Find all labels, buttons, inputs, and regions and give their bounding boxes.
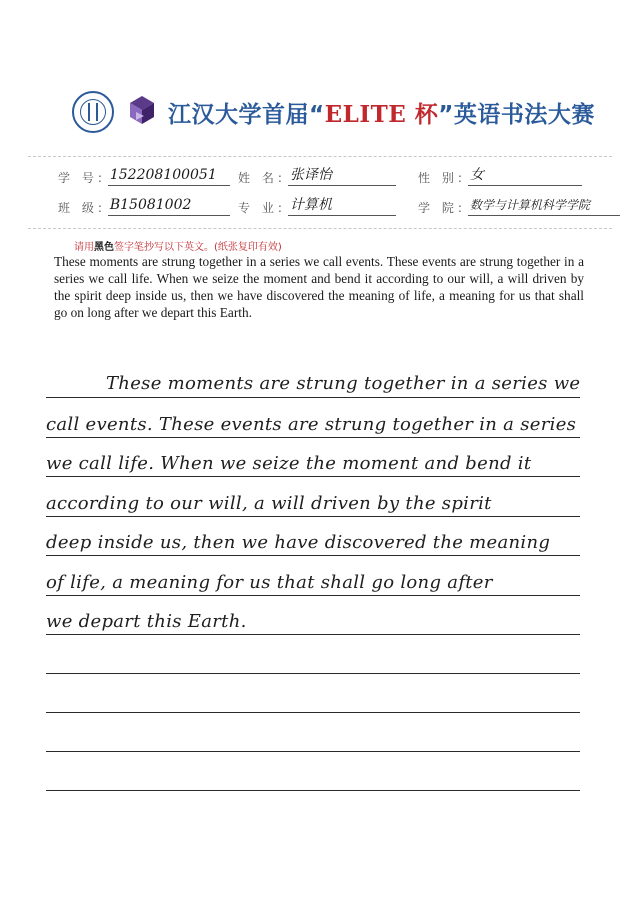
student-id-value: 152208100051	[108, 166, 230, 186]
handwriting-line-1: These moments are strung together in a series we	[106, 373, 581, 394]
handwriting-line-5: deep inside us, then we have discovered the meaning	[46, 532, 551, 553]
writing-rule-1	[46, 397, 580, 398]
contest-title	[168, 96, 595, 129]
handwriting-line-3: we call life. When we seize the moment and bend it	[46, 453, 532, 474]
writing-rule-11	[46, 790, 580, 791]
gender-label: 性 别:	[418, 171, 466, 185]
writing-rule-3	[46, 476, 580, 477]
university-seal-logo	[72, 91, 114, 133]
handwriting-line-4: according to our will, a will driven by the spirit	[46, 493, 492, 514]
college-field	[418, 190, 620, 216]
writing-rule-9	[46, 712, 580, 713]
college-value: 数学与计算机科学学院	[468, 196, 620, 216]
writing-rule-6	[46, 595, 580, 596]
instruction-part3: 签字笔抄写以下英文。(纸张复印有效)	[114, 242, 282, 253]
class-field	[58, 190, 230, 216]
major-label: 专 业:	[238, 201, 286, 215]
name-field	[238, 160, 396, 186]
contest-header	[72, 88, 602, 136]
writing-rule-7	[46, 634, 580, 635]
handwriting-line-2: call events. These events are strung together in a series	[46, 414, 577, 435]
writing-rule-10	[46, 751, 580, 752]
student-id-label: 学 号:	[58, 171, 106, 185]
writing-rule-4	[46, 516, 580, 517]
handwriting-line-6: of life, a meaning for us that shall go long after	[46, 572, 493, 593]
instruction-part1: 请用	[74, 242, 94, 253]
info-row-2	[58, 190, 618, 216]
cube-emblem-logo	[124, 94, 160, 130]
class-label: 班 级:	[58, 201, 106, 215]
writing-rule-5	[46, 555, 580, 556]
gender-value: 女	[468, 166, 582, 186]
class-value: B15081002	[108, 196, 230, 216]
writing-rule-8	[46, 673, 580, 674]
name-value: 张译怡	[288, 166, 396, 186]
title-suffix: ”英语书法大赛	[438, 101, 595, 128]
college-label: 学 院:	[418, 201, 466, 215]
handwriting-line-7: we depart this Earth.	[46, 611, 247, 632]
instruction-text	[74, 238, 282, 253]
top-dashed-divider	[28, 156, 612, 157]
handwriting-area	[46, 360, 586, 800]
student-id-field	[58, 160, 230, 186]
source-passage: These moments are strung together in a series we call events. These events are strung together in a series we call life. When we seize the moment and bend it according to our will, a will driven by the spirit deep inside us, then we have discovered the meaning of life, a meaning for us that shall go on long after we depart this Earth.	[54, 254, 584, 320]
major-field	[238, 190, 396, 216]
writing-rule-2	[46, 437, 580, 438]
name-label: 姓 名:	[238, 171, 286, 185]
gender-field	[418, 160, 582, 186]
instruction-part2: 黑色	[94, 242, 114, 253]
title-prefix: 江汉大学首届“	[168, 101, 325, 128]
seal-figure-icon	[88, 103, 98, 121]
title-elite: ELITE 杯	[324, 100, 439, 128]
major-value: 计算机	[288, 196, 396, 216]
info-row-1	[58, 160, 618, 186]
bottom-dashed-divider	[28, 228, 612, 229]
